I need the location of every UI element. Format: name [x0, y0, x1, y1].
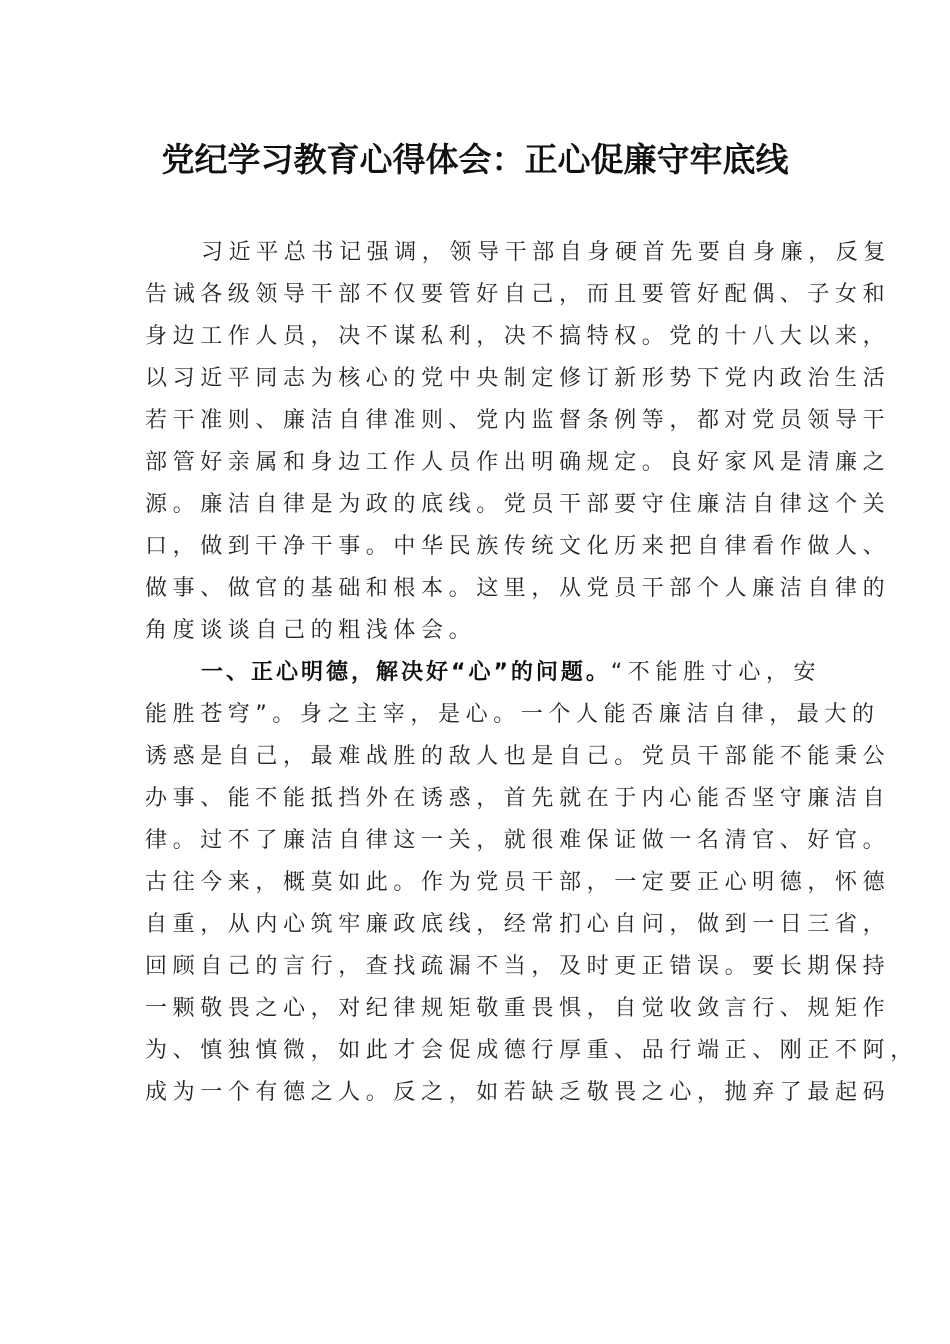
- text-line: 口，做到干净干事。中华民族传统文化历来把自律看作做人、: [145, 534, 891, 559]
- text-line: 成为一个有德之人。反之，如若缺乏敬畏之心，抛弃了最起码: [145, 1080, 891, 1105]
- text-line: 办事、能不能抵挡外在诱惑，首先就在于内心能否坚守廉洁自: [145, 786, 891, 811]
- text-line: 做事、做官的基础和根本。这里，从党员干部个人廉洁自律的: [145, 576, 891, 601]
- text-line: 身边工作人员，决不谋私利，决不搞特权。党的十八大以来，: [145, 324, 891, 349]
- text-line: 一颗敬畏之心，对纪律规矩敬重畏惧，自觉收敛言行、规矩作: [145, 996, 891, 1021]
- text-line: 若干准则、廉洁自律准则、党内监督条例等，都对党员领导干: [145, 408, 891, 433]
- section-heading: 一、正心明德，解决好“心”的问题。: [201, 660, 611, 685]
- text-line: 告诫各级领导干部不仅要管好自己，而且要管好配偶、子女和: [145, 282, 891, 307]
- text-line: 习近平总书记强调，领导干部自身硬首先要自身廉，反复: [201, 240, 892, 265]
- document-title: 党纪学习教育心得体会：正心促廉守牢底线: [161, 140, 789, 179]
- paragraph-intro: [145, 232, 892, 652]
- text-line: 为、慎独慎微，如此才会促成德行厚重、品行端正、刚正不阿，: [145, 1038, 918, 1063]
- text-line: 以习近平同志为核心的党中央制定修订新形势下党内政治生活: [145, 366, 891, 391]
- text-line: 源。廉洁自律是为政的底线。党员干部要守住廉洁自律这个关: [145, 492, 891, 517]
- text-line: 能胜苍穹”。身之主宰，是心。一个人能否廉洁自律，最大的: [145, 702, 880, 727]
- document-body: [145, 232, 918, 1114]
- section-1: [145, 652, 918, 1114]
- text-line: 部管好亲属和身边工作人员作出明确规定。良好家风是清廉之: [145, 450, 891, 475]
- text-line: 自重，从内心筑牢廉政底线，经常扪心自问，做到一日三省，: [145, 912, 891, 937]
- text-line: 律。过不了廉洁自律这一关，就很难保证做一名清官、好官。: [145, 828, 891, 853]
- section-heading-line: [145, 652, 825, 694]
- text-line: 诱惑是自己，最难战胜的敌人也是自己。党员干部能不能秉公: [145, 744, 891, 769]
- text-line: 古往今来，概莫如此。作为党员干部，一定要正心明德，怀德: [145, 870, 891, 895]
- text-line: 角度谈谈自己的粗浅体会。: [145, 618, 477, 643]
- text-line: 回顾自己的言行，查找疏漏不当，及时更正错误。要长期保持: [145, 954, 891, 979]
- text-fragment: “不能胜寸心，安: [610, 660, 822, 685]
